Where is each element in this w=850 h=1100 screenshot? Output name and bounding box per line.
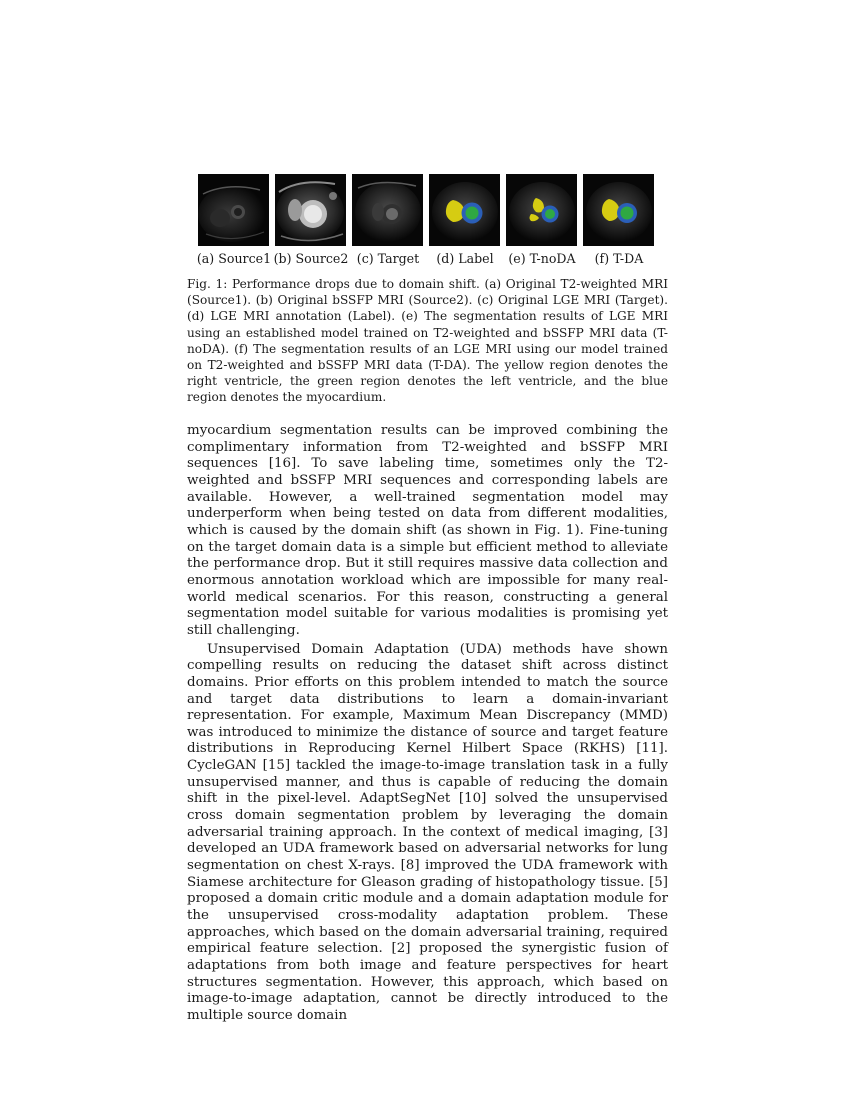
sublabel-t-noda: (e) T-noDA	[508, 251, 576, 266]
sublabel-target: (c) Target	[356, 251, 420, 266]
left-ventricle-region	[545, 209, 555, 219]
left-ventricle-region	[621, 207, 634, 220]
mri-panel-source2	[275, 174, 346, 246]
mri-panel-target	[352, 174, 423, 246]
paragraph-2: Unsupervised Domain Adaptation (UDA) methods have shown compelling results on reducing the dataset shift across distinct domains. Prior efforts on this problem intended to match the source and target data distributions to learn a domain-invariant representation. For example, Maximum Mean Discrepancy (MMD) was introduced to minimize the distance of source and target feature distributions in Reproducing Kernel Hilbert Space (RKHS) [11]. CycleGAN [15] tackled the image-to-image translation task in a fully unsupervised manner, and thus is capable of reducing the domain shift in the pixel-level. AdaptSegNet [10] solved the unsupervised cross domain segmentation problem by leveraging the domain adversarial training approach. In the context of medical imaging, [3] developed an UDA framework based on adversarial networks for lung segmentation on chest X-rays. [8] improved the UDA framework with Siamese architecture for Gleason grading of histopathology tissue. [5] proposed a domain critic module and a domain adaptation module for the unsupervised cross-modality adaptation problem. These approaches, which based on the domain adversarial training, required empirical feature selection. [2] proposed the synergistic fusion of adaptations from both image and feature perspectives for heart structures segmentation. However, this approach, which based on image-to-image adaptation, cannot be directly introduced to the multiple source domain	[187, 641, 668, 1023]
seg-panel-label	[429, 174, 500, 246]
mri-target-image	[352, 174, 423, 246]
mri-panel-source1	[198, 174, 269, 246]
seg-t-noda-image	[506, 174, 577, 246]
seg-panel-t-noda	[506, 174, 577, 246]
seg-panel-t-da	[583, 174, 654, 246]
sublabel-source2: (b) Source2	[273, 251, 349, 266]
sublabel-t-da: (f) T-DA	[594, 251, 644, 266]
seg-t-da-image	[583, 174, 654, 246]
sublabel-label: (d) Label	[436, 251, 494, 266]
figure-caption: Fig. 1: Performance drops due to domain shift. (a) Original T2-weighted MRI (Source1). (b) Original bSSFP MRI (Source2). (c) Original LGE MRI (Target). (d) LGE MRI annotation (Label). (e) The segmentation results of LGE MRI using an established model trained on T2-weighted and bSSFP MRI data (T-noDA). (f) The segmentation results of an LGE MRI using our model trained on T2-weighted and bSSFP MRI data (T-DA). The yellow region denotes the right ventricle, the green region denotes the left ventricle, and the blue region denotes the myocardium.	[187, 277, 668, 405]
body-text	[187, 423, 668, 1025]
sublabel-source1: (a) Source1	[196, 251, 272, 266]
mri-source1-image	[198, 174, 269, 246]
paragraph-1: myocardium segmentation results can be improved combining the complimentary information from T2-weighted and bSSFP MRI sequences [16]. To save labeling time, sometimes only the T2-weighted and bSSFP MRI sequences and corresponding labels are available. However, a well-trained segmentation model may underperform when being tested on data from different modalities, which is caused by the domain shift (as shown in Fig. 1). Fine-tuning on the target domain data is a simple but efficient method to alleviate the performance drop. But it still requires massive data collection and enormous annotation workload which are impossible for many real-world medical scenarios. For this reason, constructing a general segmentation model suitable for various modalities is promising yet still challenging.	[187, 423, 668, 638]
figure-1-panels	[198, 174, 658, 248]
left-ventricle-region	[466, 207, 479, 220]
seg-label-image	[429, 174, 500, 246]
mri-source2-image	[275, 174, 346, 246]
